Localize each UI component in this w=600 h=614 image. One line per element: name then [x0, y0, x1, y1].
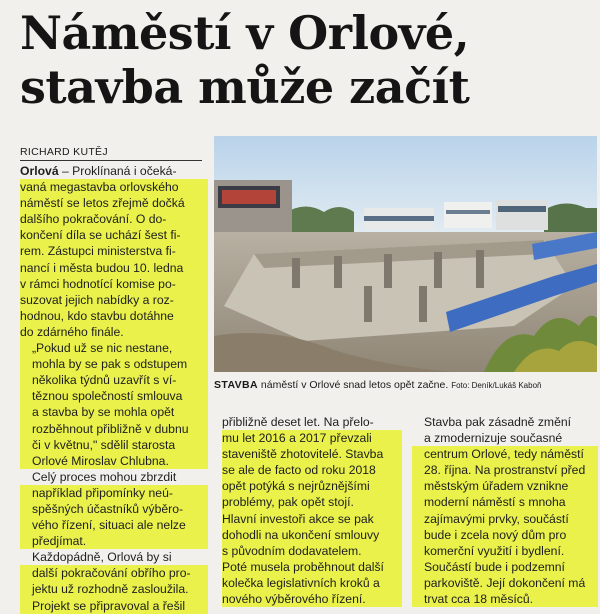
text-line: a zmodernizuje současné	[424, 431, 563, 446]
photo-caption	[214, 378, 598, 393]
text-line: do zdárného finále.	[20, 324, 208, 340]
text-line: Celý proces mohou zbrzdit	[32, 469, 177, 484]
text-line: náměstí se letos zřejmě dočká	[20, 195, 208, 211]
text-line: končení díla se uchází šest fi-	[20, 227, 208, 243]
text-line: parkoviště. Její dokončení má	[412, 575, 598, 591]
text-line: zajímavými prvky, součástí	[412, 511, 598, 527]
text-line: v rámci hodnotící komise po-	[20, 276, 208, 292]
text-line: vaná megastavba orlovského	[20, 179, 208, 195]
text-line: vého řízení, situaci ale nelze	[20, 517, 208, 533]
text-line: spěšných účastníků výběro-	[20, 501, 208, 517]
text-line: suzovat jejich nabídky a roz-	[20, 292, 208, 308]
text-line: Projekt se připravoval a řešil	[20, 598, 208, 614]
text-line: nového výběrového řízení.	[222, 591, 402, 607]
text-line: městským úřadem vznikne	[412, 478, 598, 494]
text-line: staveniště zhotovitelé. Stavba	[222, 446, 402, 462]
byline: RICHARD KUTĚJ	[20, 146, 202, 161]
construction-site-photo	[214, 136, 597, 372]
text-line: bude i zcela nový dům pro	[412, 527, 598, 543]
text-line: další pokračování obřího pro-	[20, 565, 208, 581]
text-line: komerční využití i bydlení.	[412, 543, 598, 559]
text-line: mu let 2016 a 2017 převzali	[222, 430, 402, 446]
text-line: rozběhnout přibližně v dubnu	[20, 421, 208, 437]
column-3	[412, 414, 598, 607]
text-line: Orlová – Proklínaná i očeká-	[20, 164, 177, 178]
text-line: například připomínky neú-	[20, 485, 208, 501]
text-line: předjímat.	[20, 533, 208, 549]
column-1	[20, 163, 208, 614]
text-line: hodnou, kdo stavbu dotáhne	[20, 308, 208, 324]
text-line: rem. Zástupci ministerstva fi-	[20, 243, 208, 259]
text-line: „Pokud už se nic nestane,	[20, 340, 208, 356]
text-line: přibližně deset let. Na přelo-	[222, 415, 374, 429]
text-line: dalšího pokračování. O do-	[20, 211, 208, 227]
text-line: Součástí bude i podzemní	[412, 559, 598, 575]
text-line: opět potýká s nejrůznějšími	[222, 478, 402, 494]
caption-text: náměstí v Orlové snad letos opět začne.	[258, 379, 452, 391]
column-2	[222, 414, 402, 607]
paragraph-3	[20, 469, 208, 549]
text-line: Stavba pak zásadně změní	[424, 415, 572, 429]
dateline: Orlová	[20, 164, 59, 178]
paragraph-5	[222, 414, 402, 607]
text-line: několika týdnů uzavřít s ví-	[20, 372, 208, 388]
paragraph-2	[20, 340, 208, 469]
text-line: trvat cca 18 měsíců.	[412, 591, 598, 607]
text-line: s původním dodavatelem.	[222, 543, 402, 559]
text-line: dohodli na ukončení smlouvy	[222, 527, 402, 543]
text-line: Poté musela proběhnout další	[222, 559, 402, 575]
construction-site-image	[214, 136, 597, 372]
text-line: Hlavní investoři akce se pak	[222, 511, 402, 527]
text-line: či v květnu," sdělil starosta	[20, 437, 208, 453]
paragraph-1	[20, 163, 208, 340]
text-line: jektu už rozhodně zasloužila.	[20, 581, 208, 597]
text-line: se ale de facto od roku 2018	[222, 462, 402, 478]
article-headline	[20, 6, 595, 114]
text-line: mohla by se pak s odstupem	[20, 356, 208, 372]
paragraph-4	[20, 549, 208, 613]
photo-credit: Foto: Deník/Lukáš Kaboň	[451, 381, 542, 390]
paragraph-6	[412, 414, 598, 607]
text-line: kolečka legislativních kroků a	[222, 575, 402, 591]
text-line: a stavba by se mohla opět	[20, 404, 208, 420]
text-line: moderní náměstí s mnoha	[412, 494, 598, 510]
text-line: nancí i města budou 10. ledna	[20, 260, 208, 276]
text-line: problémy, pak opět stojí.	[222, 494, 402, 510]
text-line: 28. října. Na prostranství před	[412, 462, 598, 478]
text-line: Orlové Miroslav Chlubna.	[20, 453, 208, 469]
text-line: centrum Orlové, tedy náměstí	[412, 446, 598, 462]
headline-line-2: stavba může začít	[20, 60, 470, 114]
headline-line-1: Náměstí v Orlové,	[20, 6, 470, 60]
text-line: Každopádně, Orlová by si	[32, 550, 172, 565]
caption-tag: STAVBA	[214, 379, 259, 391]
text-line: těznou společností smlouva	[20, 388, 208, 404]
